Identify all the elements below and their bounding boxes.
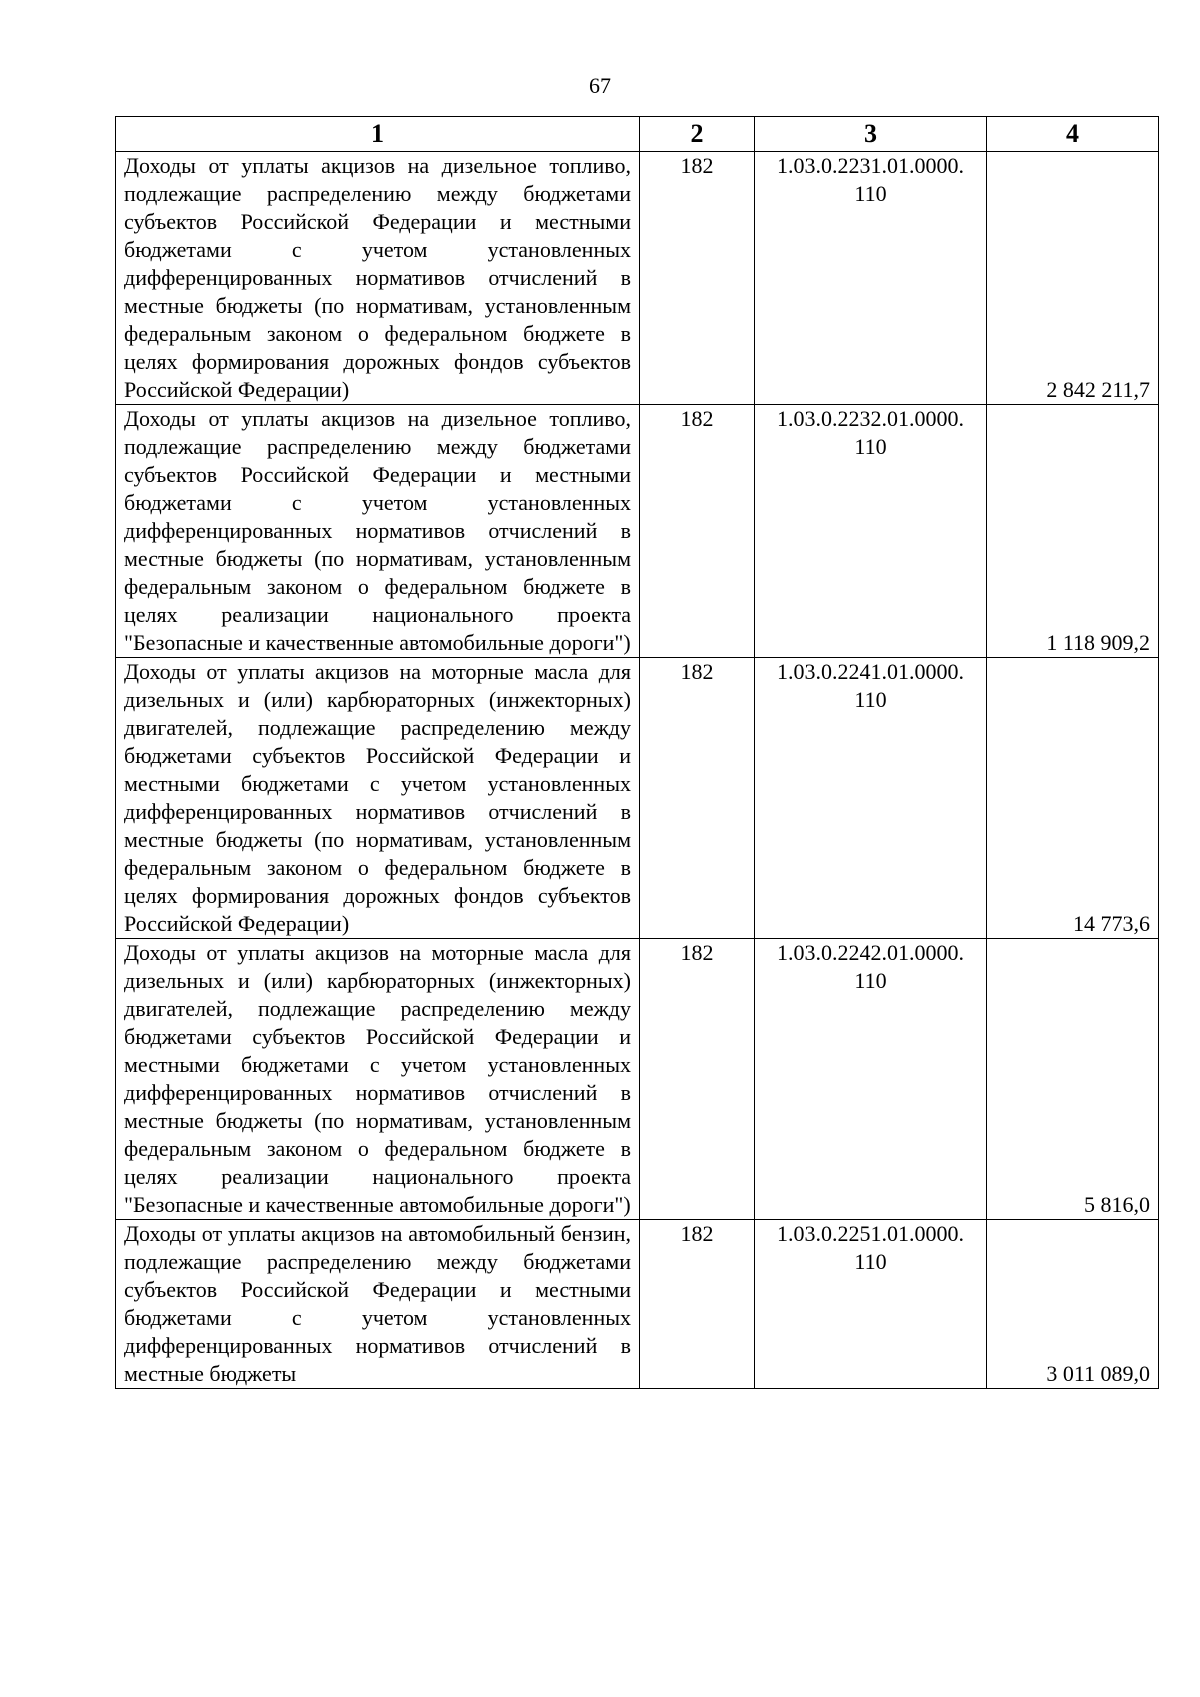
- header-row: [116, 117, 1159, 152]
- row-classification-code: [755, 405, 987, 658]
- row-admin-code: 182: [640, 658, 755, 939]
- row-admin-code: 182: [640, 939, 755, 1220]
- row-amount: 14 773,6: [987, 658, 1159, 939]
- revenue-table: [115, 116, 1159, 1389]
- code-line-1: 1.03.0.2242.01.0000.: [777, 940, 964, 965]
- page-number: 67: [589, 73, 611, 98]
- table-row: [116, 405, 1159, 658]
- table-row: [116, 658, 1159, 939]
- row-amount: 2 842 211,7: [987, 152, 1159, 405]
- code-line-1: 1.03.0.2251.01.0000.: [777, 1221, 964, 1246]
- table-row: [116, 1220, 1159, 1389]
- row-admin-code: 182: [640, 152, 755, 405]
- row-classification-code: [755, 152, 987, 405]
- row-description: Доходы от уплаты акцизов на дизельное топливо, подлежащие распределению между бюджетами субъектов Российской Федерации и местными бюджетами с учетом установленных дифференцированных нормативов отчислений в местные бюджеты (по нормативам, установленным федеральным законом о федеральном бюджете в целях формирования дорожных фондов субъектов Российской Федерации): [116, 152, 640, 405]
- code-line-1: 1.03.0.2241.01.0000.: [777, 659, 964, 684]
- row-description: Доходы от уплаты акцизов на моторные масла для дизельных и (или) карбюраторных (инжекторных) двигателей, подлежащие распределению между бюджетами субъектов Российской Федерации и местными бюджетами с учетом установленных дифференцированных нормативов отчислений в местные бюджеты (по нормативам, установленным федеральным законом о федеральном бюджете в целях реализации национального проекта "Безопасные и качественные автомобильные дороги"): [116, 939, 640, 1220]
- code-line-1: 1.03.0.2231.01.0000.: [777, 153, 964, 178]
- row-description: Доходы от уплаты акцизов на дизельное топливо, подлежащие распределению между бюджетами субъектов Российской Федерации и местными бюджетами с учетом установленных дифференцированных нормативов отчислений в местные бюджеты (по нормативам, установленным федеральным законом о федеральном бюджете в целях реализации национального проекта "Безопасные и качественные автомобильные дороги"): [116, 405, 640, 658]
- row-admin-code: 182: [640, 1220, 755, 1389]
- row-classification-code: [755, 658, 987, 939]
- row-admin-code: 182: [640, 405, 755, 658]
- table-row: [116, 939, 1159, 1220]
- row-amount: 5 816,0: [987, 939, 1159, 1220]
- header-col-2: 2: [640, 117, 755, 152]
- code-line-2: 110: [854, 434, 887, 459]
- code-line-1: 1.03.0.2232.01.0000.: [777, 406, 964, 431]
- row-amount: 3 011 089,0: [987, 1220, 1159, 1389]
- row-amount: 1 118 909,2: [987, 405, 1159, 658]
- row-classification-code: [755, 1220, 987, 1389]
- header-col-1: 1: [116, 117, 640, 152]
- header-col-3: 3: [755, 117, 987, 152]
- row-description: Доходы от уплаты акцизов на автомобильный бензин, подлежащие распределению между бюджетами субъектов Российской Федерации и местными бюджетами с учетом установленных дифференцированных нормативов отчислений в местные бюджеты: [116, 1220, 640, 1389]
- code-line-2: 110: [854, 181, 887, 206]
- row-classification-code: [755, 939, 987, 1220]
- code-line-2: 110: [854, 687, 887, 712]
- header-col-4: 4: [987, 117, 1159, 152]
- row-description: Доходы от уплаты акцизов на моторные масла для дизельных и (или) карбюраторных (инжекторных) двигателей, подлежащие распределению между бюджетами субъектов Российской Федерации и местными бюджетами с учетом установленных дифференцированных нормативов отчислений в местные бюджеты (по нормативам, установленным федеральным законом о федеральном бюджете в целях формирования дорожных фондов субъектов Российской Федерации): [116, 658, 640, 939]
- table-row: [116, 152, 1159, 405]
- code-line-2: 110: [854, 968, 887, 993]
- code-line-2: 110: [854, 1249, 887, 1274]
